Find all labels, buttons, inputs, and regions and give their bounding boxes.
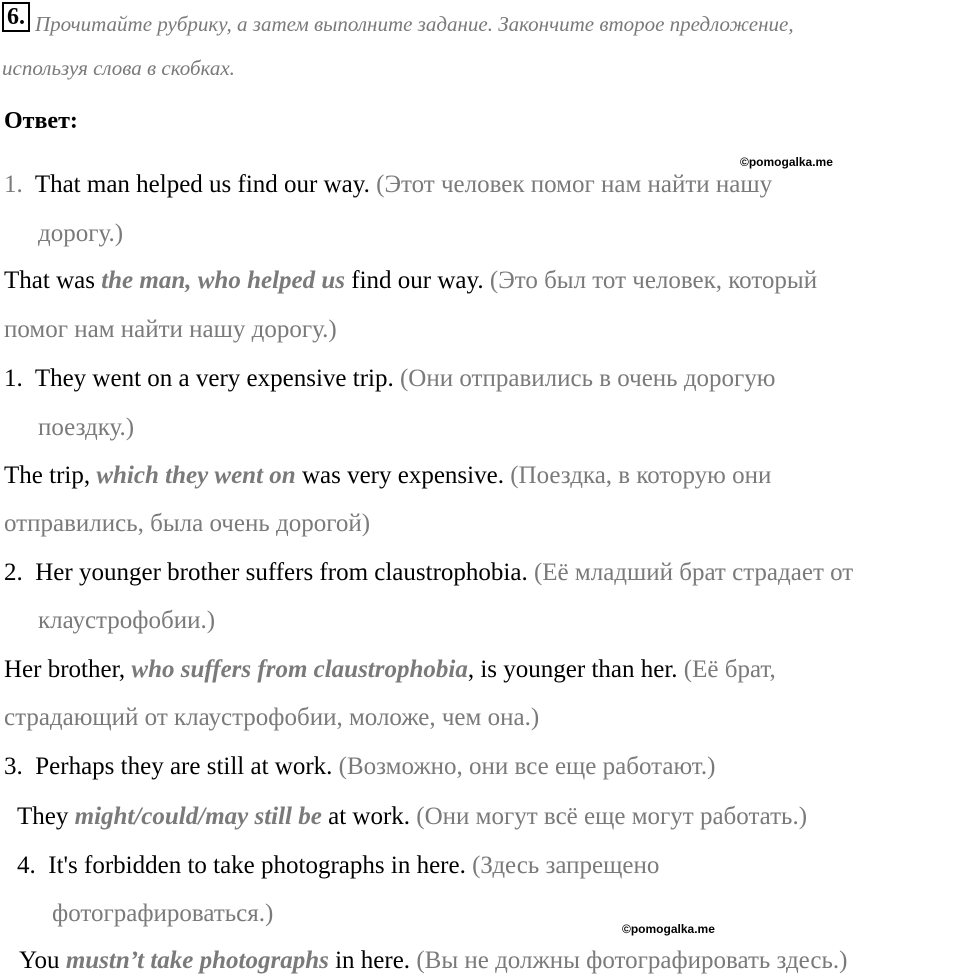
watermark: ©pomogalka.me: [740, 155, 833, 169]
answer-sentence: Her brother, who suffers from claustrophobia, is younger than her. (Её брат,: [4, 656, 776, 683]
answer-sentence: That was the man, who helped us find our way. (Это был тот человек, который: [4, 267, 818, 294]
answer-label: Ответ:: [4, 108, 78, 134]
answer-sentence: You mustn’t take photographs in here. (Вы не должны фотографировать здесь.): [19, 947, 848, 974]
task-instruction-cont: используя слова в скобках.: [2, 56, 235, 80]
translation-cont: страдающий от клаустрофобии, моложе, чем она.): [4, 704, 540, 731]
list-item: 1. That man helped us find our way. (Этот человек помог нам найти нашу: [4, 171, 773, 198]
list-item: 2. Her younger brother suffers from claustrophobia. (Её младший брат страдает от: [4, 559, 854, 586]
translation-cont: помог нам найти нашу дорогу.): [4, 316, 337, 343]
translation-cont: поездку.): [38, 414, 135, 441]
translation-cont: фотографироваться.): [52, 900, 274, 927]
translation-cont: отправились, была очень дорогой): [4, 510, 371, 537]
list-item: 3. Perhaps they are still at work. (Возможно, они все еще работают.): [4, 753, 716, 780]
list-item: 4. It's forbidden to take photographs in here. (Здесь запрещено: [17, 852, 660, 879]
task-number: 6.: [2, 2, 30, 32]
translation-cont: клаустрофобии.): [38, 607, 216, 634]
task-header: [2, 2, 952, 90]
answer-sentence: The trip, which they went on was very expensive. (Поездка, в которую они: [4, 462, 772, 489]
list-item: 1. They went on a very expensive trip. (Они отправились в очень дорогую: [4, 365, 776, 392]
watermark: ©pomogalka.me: [622, 922, 715, 936]
answer-sentence: They might/could/may still be at work. (Они могут всё еще могут работать.): [17, 803, 808, 830]
translation-cont: дорогу.): [38, 220, 124, 247]
task-instruction: Прочитайте рубрику, а затем выполните задание. Закончите второе предложение,: [35, 12, 794, 36]
